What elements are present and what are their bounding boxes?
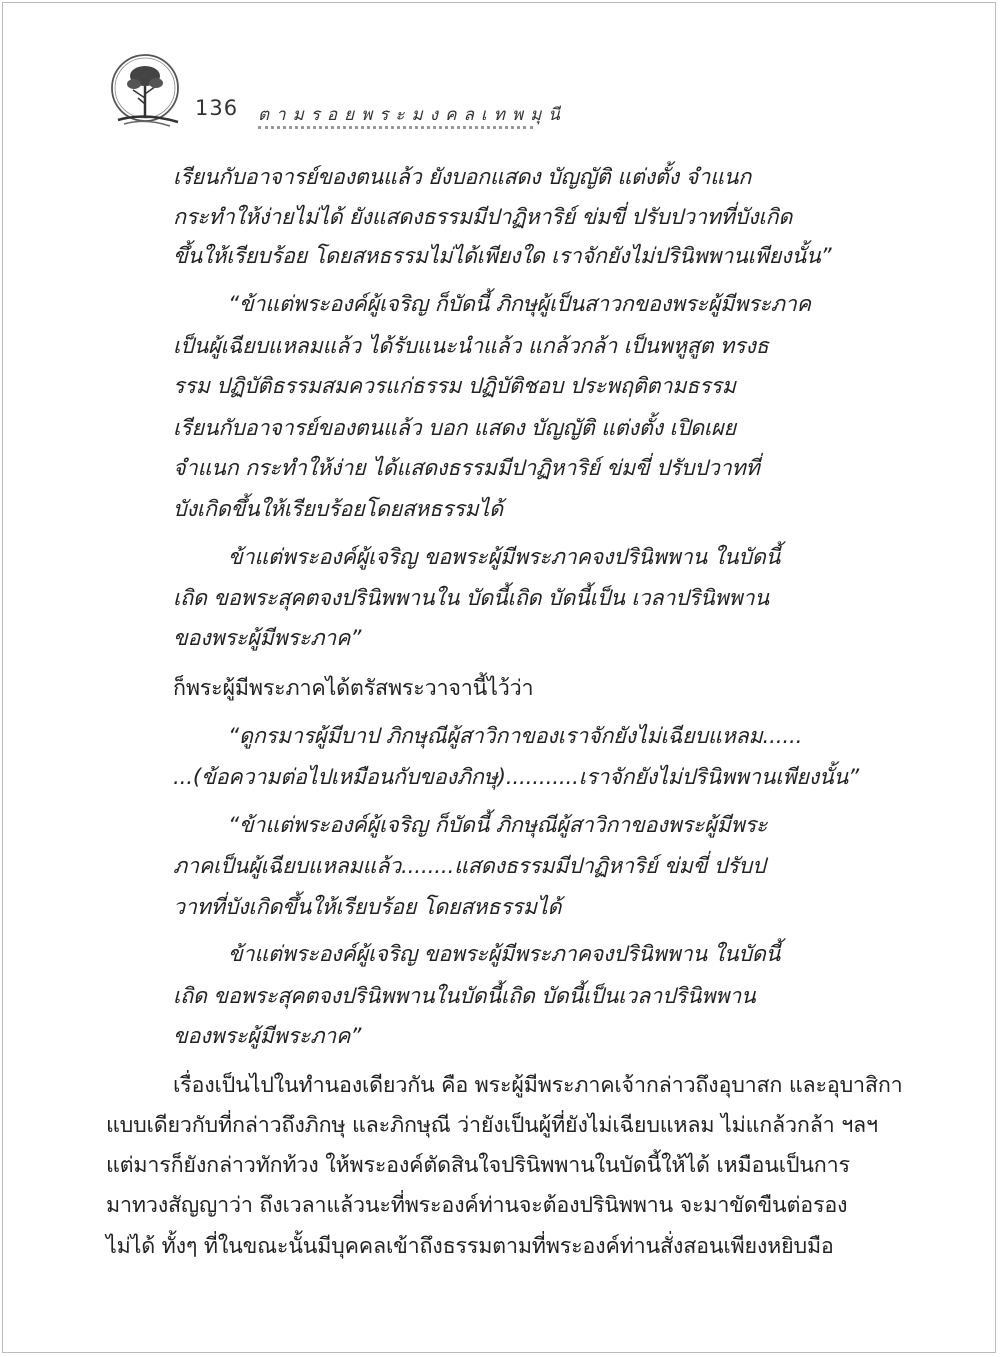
- tree-emblem-icon: [100, 48, 190, 138]
- text-line: “ข้าแต่พระองค์ผู้เจริญ ก็บัดนี้ ภิกษุณีผู้สาวิกาของพระผู้มีพระ: [228, 813, 768, 838]
- text-line: เรื่องเป็นไปในทำนองเดียวกัน คือ พระผู้มีพระภาคเจ้ากล่าวถึงอุบาสก และอุบาสิกา: [173, 1073, 903, 1098]
- text-line: เป็นผู้เฉียบแหลมแล้ว ได้รับแนะนำแล้ว แกล้วกล้า เป็นพหูสูต ทรงธ: [173, 334, 769, 359]
- text-line: ของพระผู้มีพระภาค”: [173, 1024, 362, 1049]
- running-title: ตามรอยพระมงคลเทพมุนี: [258, 105, 567, 125]
- text-line: ภาคเป็นผู้เฉียบแหลมแล้ว........แสดงธรรมมีปาฏิหาริย์ ข่มขี่ ปรับป: [173, 854, 766, 879]
- text-line: ก็พระผู้มีพระภาคได้ตรัสพระวาจานี้ไว้ว่า: [173, 676, 534, 701]
- text-line: ข้าแต่พระองค์ผู้เจริญ ขอพระผู้มีพระภาคจงปรินิพพาน ในบัดนี้: [228, 942, 781, 967]
- text-line: เถิด ขอพระสุคตจงปรินิพพานใน บัดนี้เถิด บัดนี้เป็น เวลาปรินิพพาน: [173, 586, 769, 611]
- text-line: ...(ข้อความต่อไปเหมือนกับของภิกษุ)...........เราจักยังไม่ปรินิพพานเพียงนั้น”: [173, 765, 859, 790]
- text-line: เถิด ขอพระสุคตจงปรินิพพานในบัดนี้เถิด บัดนี้เป็นเวลาปรินิพพาน: [173, 984, 756, 1009]
- header-dotted-rule: [258, 126, 533, 129]
- text-line: เรียนกับอาจารย์ของตนแล้ว บอก แสดง บัญญัติ แต่งตั้ง เปิดเผย: [173, 416, 736, 441]
- text-line: ไม่ได้ ทั้งๆ ที่ในขณะนั้นมีบุคคลเข้าถึงธรรมตามที่พระองค์ท่านสั่งสอนเพียงหยิบมือ: [106, 1234, 834, 1259]
- text-line: ขึ้นให้เรียบร้อย โดยสหธรรมไม่ได้เพียงใด เราจักยังไม่ปรินิพพานเพียงนั้น”: [173, 244, 832, 269]
- text-line: มาทวงสัญญาว่า ถึงเวลาแล้วนะที่พระองค์ท่านจะต้องปรินิพพาน จะมาขัดขืนต่อรอง: [106, 1193, 848, 1218]
- text-line: วาทที่บังเกิดขึ้นให้เรียบร้อย โดยสหธรรมได้: [173, 895, 562, 920]
- page-number: 136: [195, 96, 239, 120]
- text-line: รรม ปฏิบัติธรรมสมควรแก่ธรรม ปฏิบัติชอบ ประพฤติตามธรรม: [173, 374, 736, 399]
- text-line: บังเกิดขึ้นให้เรียบร้อยโดยสหธรรมได้: [173, 497, 503, 522]
- text-line: จำแนก กระทำให้ง่าย ได้แสดงธรรมมีปาฏิหาริย์ ข่มขี่ ปรับปวาทที่: [173, 456, 760, 481]
- text-line: แบบเดียวกับที่กล่าวถึงภิกษุ และภิกษุณี ว่ายังเป็นผู้ที่ยังไม่เฉียบแหลม ไม่แกล้วกล้า ฯลฯ: [106, 1113, 878, 1138]
- text-line: เรียนกับอาจารย์ของตนแล้ว ยังบอกแสดง บัญญัติ แต่งตั้ง จำแนก: [173, 165, 752, 190]
- text-line: แต่มารก็ยังกล่าวทักท้วง ให้พระองค์ตัดสินใจปรินิพพานในบัดนี้ให้ได้ เหมือนเป็นการ: [106, 1153, 850, 1178]
- text-line: กระทำให้ง่ายไม่ได้ ยังแสดงธรรมมีปาฏิหาริย์ ข่มขี่ ปรับปวาทที่บังเกิด: [173, 205, 793, 230]
- text-line: “ข้าแต่พระองค์ผู้เจริญ ก็บัดนี้ ภิกษุผู้เป็นสาวกของพระผู้มีพระภาค: [228, 292, 811, 317]
- text-line: “ดูกรมารผู้มีบาป ภิกษุณีผู้สาวิกาของเราจักยังไม่เฉียบแหลม......: [228, 724, 803, 749]
- text-line: ของพระผู้มีพระภาค”: [173, 626, 362, 651]
- text-line: ข้าแต่พระองค์ผู้เจริญ ขอพระผู้มีพระภาคจงปรินิพพาน ในบัดนี้: [228, 545, 781, 570]
